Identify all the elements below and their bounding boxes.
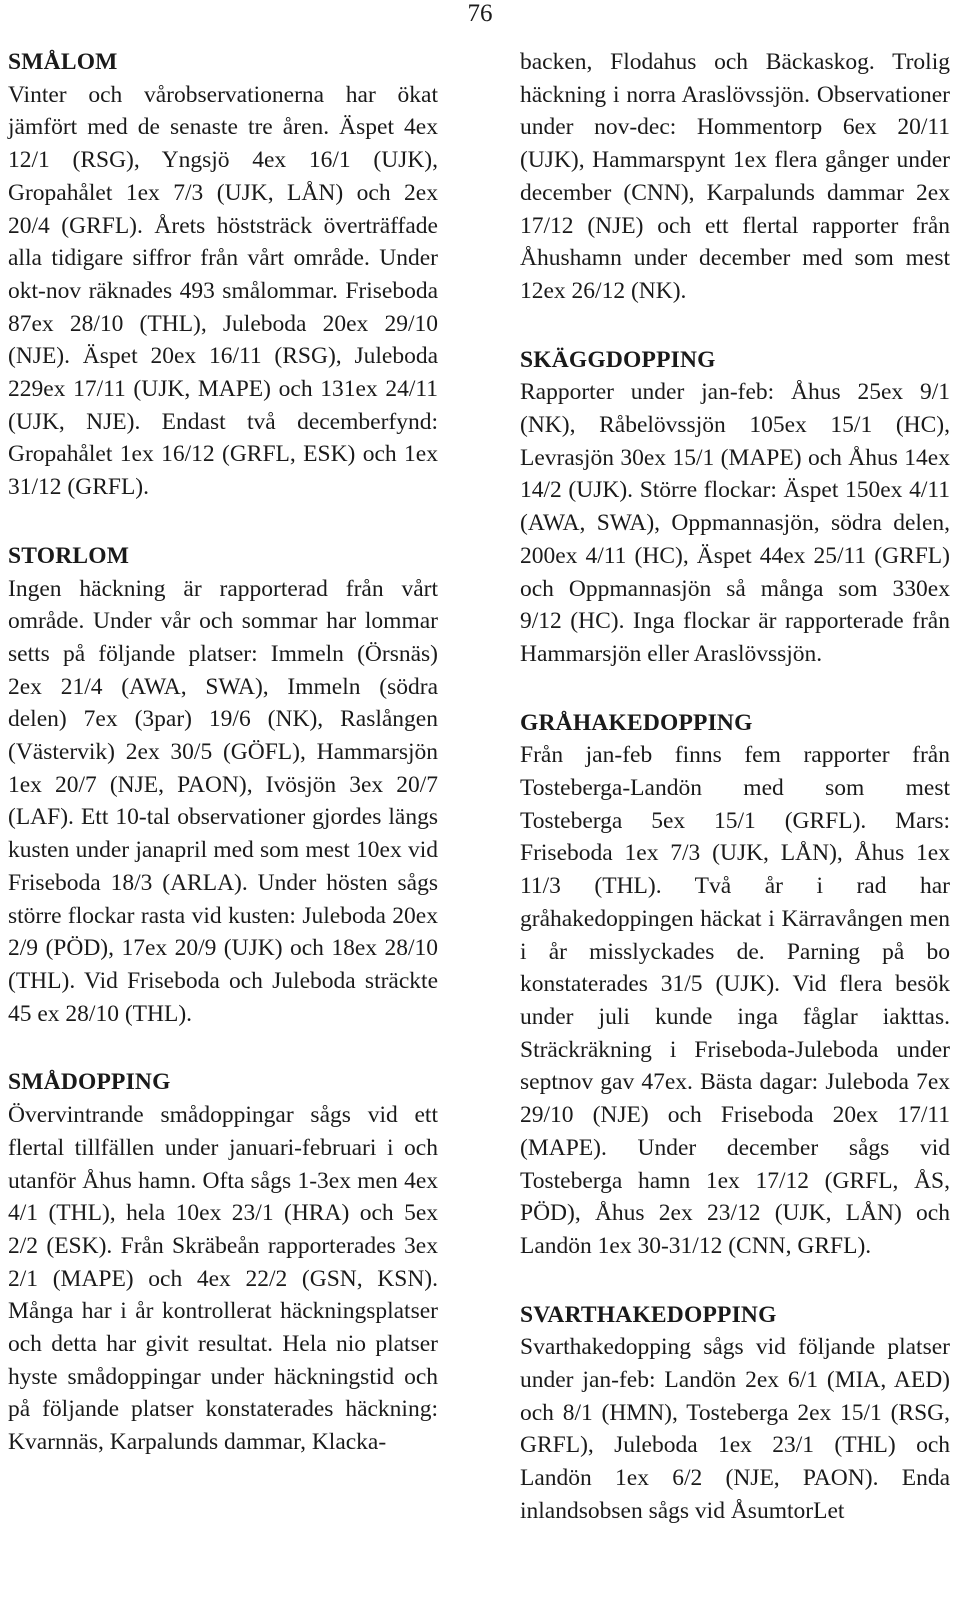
section-text: Svarthakedopping sågs vid följande platser under jan-feb: Landön 2ex 6/1 (MIA, AED) och 8/1 (HMN), Tosteberga 2ex 15/1 (RSG, GRFL), Juleboda 1ex 23/1 (THL) och Landön 1ex 6/2 (NJE, PAON). Enda inlandsobsen sågs vid ÅsumtorLet <box>520 1334 950 1524</box>
section-text: backen, Flodahus och Bäckaskog. Trolig häckning i norra Araslövssjön. Observationer under nov-dec: Hommentorp 6ex 20/11 (UJK), Hammarspynt 1ex flera gånger under december (CNN), Karpalunds dammar 2ex 17/12 (NJE) och ett flertal rapporter från Åhushamn under december med som mest 12ex 26/12 (NK). <box>520 49 950 304</box>
section-heading: STORLOM <box>8 542 130 569</box>
section-skaggdopping <box>520 344 950 671</box>
section-text: Vinter och vårobservationerna har ökat jämfört med de senaste tre åren. Äspet 4ex 12/1 (RSG), Yngsjö 4ex 16/1 (UJK), Gropahålet 1ex 7/3 (UJK, LÅN) och 2ex 20/4 (GRFL). Årets höststräck överträffade alla tidigare siffror från vårt område. Under okt-nov räknades 493 smålommar. Friseboda 87ex 28/10 (THL), Juleboda 20ex 29/10 (NJE). Äspet 20ex 16/11 (RSG), Juleboda 229ex 17/11 (UJK, MAPE) och 131ex 24/11 (UJK, NJE). Endast två decemberfynd: Gropahålet 1ex 16/12 (GRFL, ESK) och 1ex 31/12 (GRFL). <box>8 81 438 501</box>
page-number: 76 <box>467 0 493 27</box>
section-grahakedopping <box>520 707 950 1263</box>
section-text: Från jan-feb finns fem rapporter från Tosteberga-Landön med som mest Tosteberga 5ex 15/1 (GRFL). Mars: Friseboda 1ex 7/3 (UJK, LÅN), Åhus 1ex 11/3 (THL). Två år i rad har gråhakedoppingen häckat i Kärravången men i år misslyckades de. Parning på bo konstaterades 31/5 (UJK). Vid flera besök under juli kunde inga fåglar iakttas. Sträckräkning i Friseboda-Juleboda under septnov gav 47ex. Bästa dagar: Juleboda 7ex 29/10 (NJE) och Friseboda 20ex 17/11 (MAPE). Under december sågs vid Tosteberga hamn 1ex 17/12 (GRFL, ÅS, PÖD), Åhus 2ex 23/12 (UJK, LÅN) och Landön 1ex 30-31/12 (CNN, GRFL). <box>520 742 950 1259</box>
section-heading: SKÄGGDOPPING <box>520 346 716 373</box>
section-heading: SMÅLOM <box>8 49 118 75</box>
section-text: Rapporter under jan-feb: Åhus 25ex 9/1 (NK), Råbelövssjön 105ex 15/1 (HC), Levrasjön 30ex 15/1 (MAPE) och Åhus 14ex 14/2 (UJK). Större flockar: Äspet 150ex 4/11 (AWA, SWA), Oppmannasjön, södra delen, 200ex 4/11 (HC), Äspet 44ex 25/11 (GRFL) och Oppmannasjön så många som 330ex 9/12 (HC). Inga flockar är rapporterade från Hammarsjön eller Araslövssjön. <box>520 379 950 667</box>
right-column <box>520 46 950 1528</box>
left-column <box>8 46 438 1459</box>
section-heading: SMÅDOPPING <box>8 1069 171 1096</box>
section-smadopping <box>8 1066 438 1458</box>
section-text: Ingen häckning är rapporterad från vårt område. Under vår och sommar har lommar setts på följande platser: Immeln (Örsnäs) 2ex 21/4 (AWA, SWA), Immeln (södra delen) 7ex (3par) 19/6 (NK), Raslången (Västervik) 2ex 30/5 (GÖFL), Hammarsjön 1ex 20/7 (NJE, PAON), Ivösjön 3ex 20/7 (LAF). Ett 10-tal observationer gjordes längs kusten under janapril med som mest 10ex vid Friseboda 18/3 (ARLA). Under hösten sågs större flockar rasta vid kusten: Juleboda 20ex 2/9 (PÖD), 17ex 20/9 (UJK) och 18ex 28/10 (THL). Vid Friseboda och Juleboda sträckte 45 ex 28/10 (THL). <box>8 575 438 1027</box>
section-storlom <box>8 540 438 1031</box>
section-heading: SVARTHAKEDOPPING <box>520 1301 777 1328</box>
section-text: Övervintrande smådoppingar sågs vid ett flertal tillfällen under januari-februari i och utanför Åhus hamn. Ofta sågs 1-3ex men 4ex 4/1 (THL), hela 10ex 23/1 (HRA) och 5ex 2/2 (ESK). Från Skräbeån rapporterades 3ex 2/1 (MAPE) och 4ex 22/2 (GSN, KSN). Många har i år kontrollerat häckningsplatser och detta har givit resultat. Hela nio platser hyste smådoppingar under häckningstid och på följande platser konstaterades häckning: Kvarnnäs, Karpalunds dammar, Klacka- <box>8 1102 438 1456</box>
section-smalom <box>8 46 438 504</box>
section-svarthakedopping <box>520 1299 950 1528</box>
section-heading: GRÅHAKEDOPPING <box>520 709 753 736</box>
section-continuation <box>520 46 950 308</box>
